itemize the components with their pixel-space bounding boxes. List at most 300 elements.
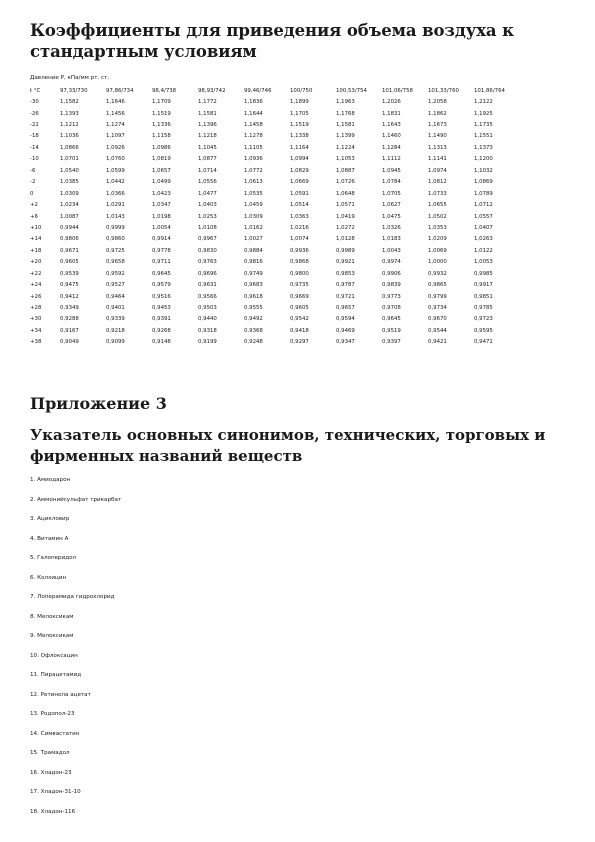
coefficient-cell: 0,9921: [336, 259, 355, 266]
coefficient-cell: 1,1045: [198, 144, 217, 151]
coefficient-cell: 1,0475: [382, 213, 401, 220]
coefficient-cell: 0,9734: [428, 305, 447, 312]
coefficient-cell: 1,1224: [336, 144, 355, 151]
table-row: [30, 291, 520, 302]
table-header-cell: 101,86/764: [474, 87, 505, 94]
coefficient-cell: 1,0936: [244, 156, 263, 163]
temperature-cell: -18: [30, 133, 39, 140]
coefficient-cell: 1,0253: [198, 213, 217, 220]
list-item: 9. Мелоксикам: [30, 633, 74, 639]
coefficient-cell: 0,9868: [290, 259, 309, 266]
coefficient-cell: 1,0866: [60, 144, 79, 151]
temperature-cell: +24: [30, 282, 42, 289]
coefficient-cell: 1,1925: [474, 110, 493, 117]
coefficient-cell: 0,9148: [152, 339, 171, 346]
table-header-cell: 99,46/746: [244, 87, 272, 94]
coefficient-cell: 1,0423: [152, 190, 171, 197]
coefficient-cell: 0,9851: [474, 293, 493, 300]
coefficient-cell: 1,1460: [382, 133, 401, 140]
coefficient-cell: 1,0087: [60, 213, 79, 220]
coefficient-cell: 1,1274: [106, 122, 125, 129]
coefficient-cell: 1,0571: [336, 202, 355, 209]
coefficient-cell: 0,9839: [382, 282, 401, 289]
coefficient-cell: 1,0477: [198, 190, 217, 197]
coefficient-cell: 1,0366: [106, 190, 125, 197]
coefficient-cell: 1,2026: [382, 99, 401, 106]
coefficient-cell: 0,9999: [106, 224, 125, 231]
coefficient-cell: 1,1164: [290, 144, 309, 151]
coefficient-cell: 1,1032: [474, 167, 493, 174]
coefficient-cell: 0,9527: [106, 282, 125, 289]
table-row: [30, 177, 520, 188]
coefficient-cell: 0,9725: [106, 247, 125, 254]
list-item: 8. Мелоксикам: [30, 613, 74, 620]
coefficient-cell: 1,0183: [382, 236, 401, 243]
coefficient-cell: 0,9519: [382, 327, 401, 334]
table-row: [30, 108, 520, 119]
coefficient-cell: 0,9645: [382, 316, 401, 323]
list-item: 15. Трамадол: [30, 750, 70, 756]
coefficient-cell: 0,9539: [60, 270, 79, 277]
coefficient-cell: 0,9464: [106, 293, 125, 300]
coefficient-cell: 1,0701: [60, 156, 79, 163]
coefficient-cell: 1,1644: [244, 110, 263, 117]
coefficient-cell: 0,9544: [428, 327, 447, 334]
temperature-cell: +38: [30, 339, 42, 346]
coefficient-cell: 1,0599: [106, 167, 125, 174]
coefficient-cell: 1,0407: [474, 224, 493, 231]
coefficient-cell: 1,0994: [290, 156, 309, 163]
coefficient-cell: 0,9735: [290, 282, 309, 289]
temperature-cell: -14: [30, 144, 39, 151]
coefficient-cell: 1,0353: [428, 224, 447, 231]
coefficient-cell: 1,1105: [244, 144, 263, 151]
coefficient-cell: 1,0712: [474, 202, 493, 209]
coefficient-cell: 0,9566: [198, 293, 217, 300]
coefficient-cell: 1,0591: [290, 190, 309, 197]
coefficient-cell: 1,0733: [428, 190, 447, 197]
coefficient-cell: 0,9967: [198, 236, 217, 243]
list-item: 14. Симвастатин: [30, 730, 80, 737]
coefficient-cell: 0,9199: [198, 339, 217, 346]
coefficient-cell: 1,1490: [428, 133, 447, 140]
table-header-cell: 100/750: [290, 87, 313, 94]
coefficient-cell: 1,1643: [382, 122, 401, 129]
table-row: [30, 211, 520, 222]
coefficient-cell: 1,1393: [60, 110, 79, 117]
table-row: [30, 188, 520, 199]
coefficient-cell: 0,9932: [428, 270, 447, 277]
coefficient-cell: 1,1899: [290, 99, 309, 106]
coefficient-cell: 0,9985: [474, 270, 493, 277]
coefficient-cell: 0,9516: [152, 293, 171, 300]
list-item: 5. Галоперидол: [30, 555, 77, 561]
coefficient-cell: 0,9391: [152, 316, 171, 323]
coefficient-cell: 0,9884: [244, 247, 263, 254]
coefficient-cell: 1,1646: [106, 99, 125, 106]
table-header-row: [30, 85, 520, 96]
coefficient-cell: 1,0772: [244, 167, 263, 174]
coefficient-cell: 1,1278: [244, 133, 263, 140]
coefficient-cell: 1,1053: [336, 156, 355, 163]
temperature-cell: 0: [30, 190, 34, 197]
coefficient-cell: 0,9099: [106, 339, 125, 346]
coefficient-cell: 0,9167: [60, 327, 79, 334]
coefficient-cell: 1,0291: [106, 202, 125, 209]
list-item: 7. Лоперамида гидрохлорид: [30, 594, 115, 600]
list-item: 6. Колхицин: [30, 574, 67, 581]
coefficient-cell: 1,0648: [336, 190, 355, 197]
coefficient-cell: 0,9631: [198, 282, 217, 289]
coefficient-cell: 1,0540: [60, 167, 79, 174]
coefficient-cell: 1,0819: [152, 156, 171, 163]
coefficient-cell: 0,9347: [336, 339, 355, 346]
list-item: 12. Ретинола ацетат: [30, 691, 91, 698]
coefficient-cell: 1,1963: [336, 99, 355, 106]
coefficient-cell: 1,0385: [60, 179, 79, 186]
coefficient-cell: 1,0986: [152, 144, 171, 151]
coefficient-cell: 1,1772: [198, 99, 217, 106]
coefficient-cell: 1,0309: [244, 213, 263, 220]
coefficient-cell: 1,0459: [244, 202, 263, 209]
temperature-cell: -22: [30, 122, 39, 129]
temperature-cell: -2: [30, 179, 36, 186]
coefficient-cell: 1,1519: [152, 110, 171, 117]
coefficient-cell: 1,0216: [290, 224, 309, 231]
coefficient-cell: 1,0074: [290, 236, 309, 243]
temperature-cell: -30: [30, 99, 39, 106]
coefficient-cell: 1,1097: [106, 133, 125, 140]
coefficient-cell: 0,9453: [152, 305, 171, 312]
coefficient-cell: 0,9339: [106, 316, 125, 323]
coefficient-cell: 0,9670: [428, 316, 447, 323]
coefficient-cell: 1,2122: [474, 99, 493, 106]
coefficient-cell: 1,0514: [290, 202, 309, 209]
coefficient-cell: 0,9618: [244, 293, 263, 300]
coefficient-cell: 1,0419: [336, 213, 355, 220]
table-row: [30, 199, 520, 210]
coefficient-cell: 1,1551: [474, 133, 493, 140]
coefficient-cell: 1,1200: [474, 156, 493, 163]
coefficient-cell: 0,9763: [198, 259, 217, 266]
coefficient-cell: 1,0499: [152, 179, 171, 186]
coefficient-cell: 0,9397: [382, 339, 401, 346]
temperature-cell: +34: [30, 327, 42, 334]
coefficient-cell: 1,0669: [290, 179, 309, 186]
coefficient-cell: 0,9645: [152, 270, 171, 277]
coefficient-cell: 1,1112: [382, 156, 401, 163]
coefficient-cell: 1,1373: [474, 144, 493, 151]
coefficient-cell: 0,9542: [290, 316, 309, 323]
coefficient-cell: 1,0198: [152, 213, 171, 220]
coefficient-cell: 1,0069: [428, 247, 447, 254]
coefficient-cell: 1,1831: [382, 110, 401, 117]
coefficient-cell: 1,0234: [60, 202, 79, 209]
coefficient-cell: 1,0000: [428, 259, 447, 266]
coefficient-cell: 1,0326: [382, 224, 401, 231]
coefficient-cell: 1,1581: [198, 110, 217, 117]
temperature-cell: +28: [30, 305, 42, 312]
coefficient-cell: 0,9696: [198, 270, 217, 277]
coefficient-cell: 0,9471: [474, 339, 493, 346]
coefficient-cell: 0,9368: [244, 327, 263, 334]
coefficient-cell: 0,9711: [152, 259, 171, 266]
table-row: [30, 142, 520, 153]
table-row: [30, 268, 520, 279]
coefficient-cell: 0,9785: [474, 305, 493, 312]
coefficient-cell: 1,0784: [382, 179, 401, 186]
table-row: [30, 119, 520, 130]
table-header-cell: 100,53/754: [336, 87, 367, 94]
table-row: [30, 314, 520, 325]
coefficient-cell: 1,0789: [474, 190, 493, 197]
coefficient-cell: 1,1582: [60, 99, 79, 106]
coefficient-cell: 1,0726: [336, 179, 355, 186]
coefficient-cell: 1,0829: [290, 167, 309, 174]
coefficient-cell: 0,9671: [60, 247, 79, 254]
coefficient-cell: 0,9749: [244, 270, 263, 277]
coefficient-cell: 0,9906: [382, 270, 401, 277]
coefficient-cell: 1,1141: [428, 156, 447, 163]
temperature-cell: +30: [30, 316, 42, 323]
coefficient-cell: 1,0714: [198, 167, 217, 174]
coefficient-cell: 1,0209: [428, 236, 447, 243]
coefficient-cell: 1,1212: [60, 122, 79, 129]
coefficient-cell: 0,9800: [290, 270, 309, 277]
index-heading: Указатель основных синонимов, технических, торговых и фирменных названий веществ: [30, 426, 546, 465]
coefficient-cell: 0,9721: [336, 293, 355, 300]
coefficient-cell: 0,9605: [290, 305, 309, 312]
coefficient-cell: 0,9657: [336, 305, 355, 312]
list-item: 2. Аммонийсульфат трикарбат: [30, 496, 122, 503]
table-row: [30, 337, 520, 348]
coefficient-cell: 1,0054: [152, 224, 171, 231]
table-body: [30, 96, 520, 348]
temperature-cell: +18: [30, 247, 42, 254]
coefficient-cell: 1,0535: [244, 190, 263, 197]
coefficient-cell: 1,0974: [428, 167, 447, 174]
coefficient-cell: 0,9936: [290, 247, 309, 254]
coefficient-cell: 0,9830: [198, 247, 217, 254]
coefficient-cell: 1,1338: [290, 133, 309, 140]
temperature-cell: +22: [30, 270, 42, 277]
temperature-cell: -6: [30, 167, 36, 174]
coefficient-cell: 0,9917: [474, 282, 493, 289]
table-header-cell: 98,93/742: [198, 87, 226, 94]
coefficient-cell: 1,0657: [152, 167, 171, 174]
coefficient-cell: 1,2058: [428, 99, 447, 106]
coefficient-cell: 0,9853: [336, 270, 355, 277]
temperature-cell: -10: [30, 156, 39, 163]
coefficient-cell: 1,0556: [198, 179, 217, 186]
coefficient-cell: 1,1581: [336, 122, 355, 129]
coefficient-cell: 1,1862: [428, 110, 447, 117]
coefficient-cell: 1,1399: [336, 133, 355, 140]
table-row: [30, 234, 520, 245]
coefficient-cell: 0,9503: [198, 305, 217, 312]
coefficient-cell: 1,0705: [382, 190, 401, 197]
coefficient-cell: 1,1836: [244, 99, 263, 106]
coefficient-cell: 0,9595: [474, 327, 493, 334]
coefficient-cell: 1,0122: [474, 247, 493, 254]
coefficient-cell: 1,0108: [198, 224, 217, 231]
coefficient-cell: 1,1709: [152, 99, 171, 106]
table-header-cell: 97,86/734: [106, 87, 134, 94]
coefficient-cell: 0,9579: [152, 282, 171, 289]
table-header-cell: 101,33/760: [428, 87, 459, 94]
coefficient-cell: 0,9944: [60, 224, 79, 231]
coefficient-cell: 0,9594: [336, 316, 355, 323]
temperature-cell: -26: [30, 110, 39, 117]
coefficient-cell: 1,0812: [428, 179, 447, 186]
appendix-heading: Приложение 3: [30, 394, 167, 413]
coefficient-cell: 1,0613: [244, 179, 263, 186]
coefficient-cell: 0,9218: [106, 327, 125, 334]
coefficient-cell: 0,9421: [428, 339, 447, 346]
table-title: Коэффициенты для приведения объема воздуха к стандартным условиям: [30, 21, 514, 61]
substance-list: [30, 476, 121, 827]
coefficient-cell: 0,9860: [106, 236, 125, 243]
coefficient-cell: 0,9778: [152, 247, 171, 254]
list-item: 3. Ацикловир: [30, 516, 70, 522]
coefficient-cell: 1,0263: [474, 236, 493, 243]
coefficient-cell: 0,9555: [244, 305, 263, 312]
coefficient-cell: 1,0043: [382, 247, 401, 254]
table-row: [30, 325, 520, 336]
coefficient-cell: 1,0128: [336, 236, 355, 243]
coefficient-cell: 1,0877: [198, 156, 217, 163]
list-item: 17. Хладон-31-10: [30, 789, 81, 795]
coefficient-cell: 1,1735: [474, 122, 493, 129]
coefficient-cell: 1,0403: [198, 202, 217, 209]
table-header-cell: 98,4/738: [152, 87, 177, 94]
temperature-cell: +2: [30, 202, 38, 209]
temperature-cell: +6: [30, 213, 38, 220]
temperature-cell: +20: [30, 259, 42, 266]
list-item: 1. Амиодарон: [30, 477, 71, 483]
coefficient-cell: 0,9683: [244, 282, 263, 289]
coefficient-cell: 0,9605: [60, 259, 79, 266]
list-item: 18. Хладон-116: [30, 808, 76, 815]
coefficient-cell: 0,9401: [106, 305, 125, 312]
coefficient-cell: 1,0869: [474, 179, 493, 186]
coefficient-cell: 1,0027: [244, 236, 263, 243]
coefficient-cell: 1,1673: [428, 122, 447, 129]
table-header-cell: 101,06/758: [382, 87, 413, 94]
coefficient-cell: 1,1336: [152, 122, 171, 129]
coefficient-cell: 0,9288: [60, 316, 79, 323]
coefficient-cell: 0,9914: [152, 236, 171, 243]
coefficient-cell: 0,9412: [60, 293, 79, 300]
temperature-cell: +10: [30, 224, 42, 231]
table-row: [30, 245, 520, 256]
coefficient-cell: 0,9349: [60, 305, 79, 312]
list-item: 16. Хладон-23: [30, 769, 72, 776]
coefficient-cell: 1,0272: [336, 224, 355, 231]
coefficient-cell: 1,0162: [244, 224, 263, 231]
list-item: 13. Родопол-23: [30, 711, 75, 717]
table-header-cell: 97,33/730: [60, 87, 88, 94]
table-header-cell: t °C: [30, 87, 41, 94]
table-row: [30, 96, 520, 107]
coefficient-cell: 0,9318: [198, 327, 217, 334]
coefficient-cell: 1,0442: [106, 179, 125, 186]
table-row: [30, 222, 520, 233]
coefficient-cell: 1,1456: [106, 110, 125, 117]
table-row: [30, 302, 520, 313]
coefficient-cell: 1,0945: [382, 167, 401, 174]
coefficient-cell: 0,9418: [290, 327, 309, 334]
coefficient-cell: 0,9592: [106, 270, 125, 277]
coefficient-cell: 0,9268: [152, 327, 171, 334]
coefficient-cell: 0,9799: [428, 293, 447, 300]
pressure-label: Давление Р, кПа/мм рт. ст.: [30, 75, 110, 81]
coefficient-cell: 0,9492: [244, 316, 263, 323]
coefficient-cell: 0,9475: [60, 282, 79, 289]
coefficient-cell: 0,9773: [382, 293, 401, 300]
list-item: 11. Пирацетамид: [30, 672, 82, 678]
coefficient-cell: 1,1705: [290, 110, 309, 117]
table-row: [30, 131, 520, 142]
coefficient-cell: 1,1768: [336, 110, 355, 117]
coefficient-cell: 1,1458: [244, 122, 263, 129]
coefficient-cell: 1,0627: [382, 202, 401, 209]
coefficient-cell: 1,0655: [428, 202, 447, 209]
table-row: [30, 165, 520, 176]
coefficients-table: [30, 85, 520, 348]
coefficient-cell: 0,9248: [244, 339, 263, 346]
coefficient-cell: 1,0053: [474, 259, 493, 266]
list-item: 10. Офлоксацин: [30, 652, 78, 659]
coefficient-cell: 1,0363: [290, 213, 309, 220]
coefficient-cell: 0,9816: [244, 259, 263, 266]
coefficient-cell: 1,0143: [106, 213, 125, 220]
coefficient-cell: 1,0887: [336, 167, 355, 174]
coefficient-cell: 1,1218: [198, 133, 217, 140]
list-item: 4. Витамин А: [30, 535, 69, 542]
coefficient-cell: 1,1519: [290, 122, 309, 129]
coefficient-cell: 0,9669: [290, 293, 309, 300]
coefficient-cell: 0,9049: [60, 339, 79, 346]
table-row: [30, 279, 520, 290]
coefficient-cell: 0,9865: [428, 282, 447, 289]
table-row: [30, 154, 520, 165]
coefficient-cell: 0,9440: [198, 316, 217, 323]
coefficient-cell: 1,0760: [106, 156, 125, 163]
coefficient-cell: 1,0557: [474, 213, 493, 220]
table-row: [30, 257, 520, 268]
coefficient-cell: 0,9974: [382, 259, 401, 266]
coefficient-cell: 1,0926: [106, 144, 125, 151]
coefficient-cell: 1,1313: [428, 144, 447, 151]
coefficient-cell: 0,9806: [60, 236, 79, 243]
coefficient-cell: 0,9723: [474, 316, 493, 323]
coefficient-cell: 0,9297: [290, 339, 309, 346]
coefficient-cell: 0,9708: [382, 305, 401, 312]
coefficient-cell: 0,9989: [336, 247, 355, 254]
coefficient-cell: 0,9469: [336, 327, 355, 334]
coefficient-cell: 1,1036: [60, 133, 79, 140]
coefficient-cell: 0,9658: [106, 259, 125, 266]
temperature-cell: +26: [30, 293, 42, 300]
coefficient-cell: 1,1396: [198, 122, 217, 129]
coefficient-cell: 1,0309: [60, 190, 79, 197]
temperature-cell: +14: [30, 236, 42, 243]
coefficient-cell: 1,0502: [428, 213, 447, 220]
coefficient-cell: 1,1284: [382, 144, 401, 151]
coefficient-cell: 1,0347: [152, 202, 171, 209]
coefficient-cell: 0,9787: [336, 282, 355, 289]
